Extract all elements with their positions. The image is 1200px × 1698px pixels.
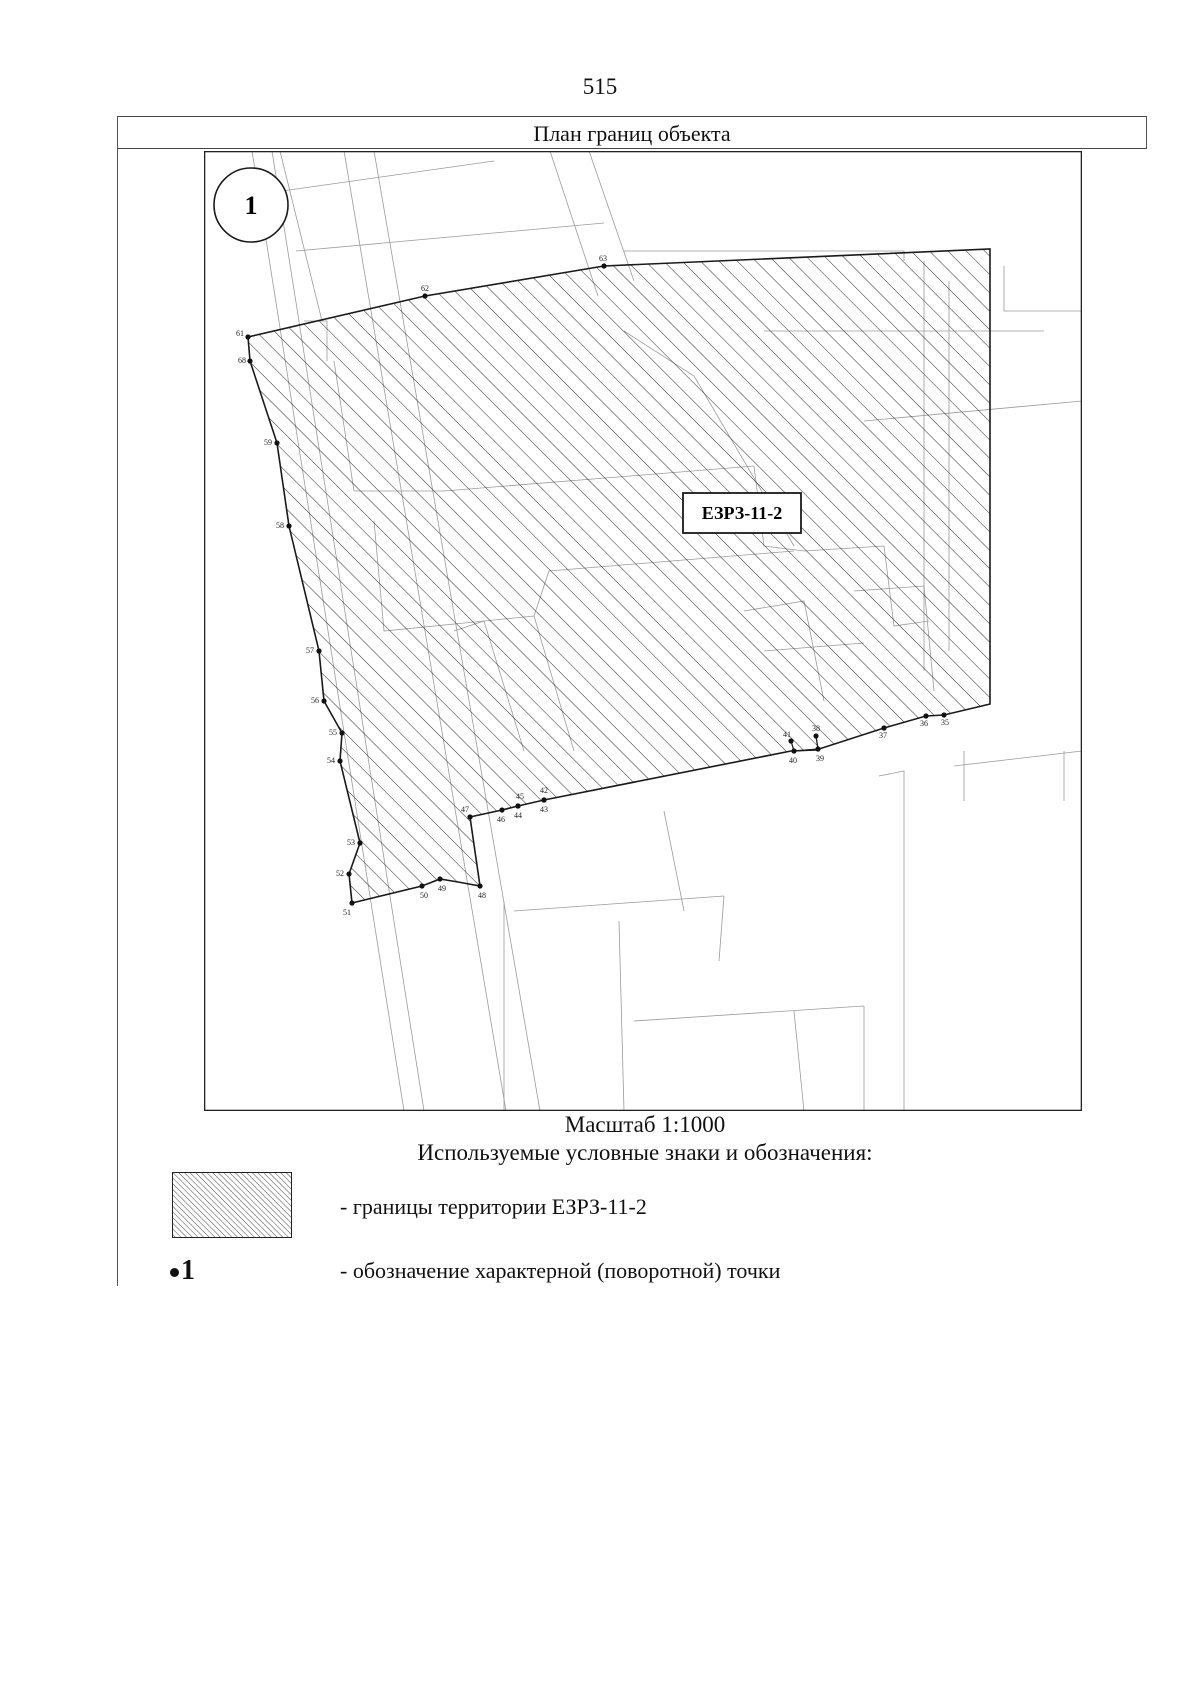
legend-point-symbol (170, 1256, 195, 1286)
turning-point-label-53: 53 (347, 838, 355, 847)
turning-point-68 (247, 358, 252, 363)
legend-point-number: 1 (181, 1255, 195, 1286)
turning-point-label-54: 54 (327, 756, 335, 765)
frame-left-rule (117, 116, 118, 1286)
turning-point-label-43: 43 (540, 805, 548, 814)
turning-point-45 (515, 803, 520, 808)
turning-point-label-36: 36 (920, 719, 928, 728)
map-scale: Масштаб 1:1000 (564, 1112, 726, 1137)
turning-point-55 (339, 730, 344, 735)
turning-point-label-59: 59 (264, 438, 272, 447)
turning-point-57 (316, 648, 321, 653)
frame-title-rule (117, 148, 1147, 149)
turning-point-label-42: 42 (540, 786, 548, 795)
turning-point-label-40: 40 (789, 756, 797, 765)
turning-point-61 (245, 334, 250, 339)
turning-point-label-55: 55 (329, 728, 337, 737)
turning-point-39 (815, 746, 820, 751)
turning-point-59 (274, 440, 279, 445)
turning-point-label-44: 44 (514, 811, 522, 820)
turning-point-label-57: 57 (306, 646, 314, 655)
zone-label: ЕЗРЗ-11-2 (701, 503, 783, 523)
point-dot-icon (170, 1268, 179, 1277)
turning-point-46 (499, 807, 504, 812)
turning-point-53 (357, 840, 362, 845)
legend-item-boundary: - границы территории ЕЗРЗ-11-2 (340, 1194, 647, 1219)
turning-point-label-48: 48 (478, 891, 486, 900)
turning-point-42 (541, 797, 546, 802)
boundary-plan-map (204, 151, 1082, 1111)
turning-point-label-37: 37 (879, 731, 887, 740)
turning-point-35 (941, 712, 946, 717)
turning-point-label-38: 38 (812, 724, 820, 733)
turning-point-50 (419, 883, 424, 888)
turning-point-62 (422, 293, 427, 298)
turning-point-36 (923, 713, 928, 718)
zone-area-hatched (248, 249, 990, 903)
turning-point-label-63: 63 (599, 254, 607, 263)
frame-top-rule (117, 116, 1147, 117)
turning-point-label-50: 50 (420, 891, 428, 900)
sheet-number: 1 (244, 191, 258, 220)
turning-point-label-56: 56 (311, 696, 319, 705)
turning-point-label-51: 51 (343, 908, 351, 917)
turning-point-56 (321, 698, 326, 703)
turning-point-label-45: 45 (516, 792, 524, 801)
turning-point-label-52: 52 (336, 869, 344, 878)
map-title: План границ объекта (533, 121, 731, 146)
turning-point-label-68: 68 (238, 356, 246, 365)
legend-hatch-swatch (172, 1172, 292, 1238)
turning-point-38 (813, 733, 818, 738)
turning-point-label-49: 49 (438, 884, 446, 893)
turning-point-58 (286, 523, 291, 528)
turning-point-label-39: 39 (816, 754, 824, 763)
turning-point-37 (881, 725, 886, 730)
legend-item-point: - обозначение характерной (поворотной) точки (340, 1258, 781, 1283)
turning-point-40 (791, 748, 796, 753)
turning-point-label-61: 61 (236, 329, 244, 338)
turning-point-label-62: 62 (421, 284, 429, 293)
turning-point-47 (467, 814, 472, 819)
turning-point-41 (788, 738, 793, 743)
turning-point-51 (349, 900, 354, 905)
legend-heading: Используемые условные знаки и обозначения: (417, 1140, 873, 1165)
turning-point-49 (437, 876, 442, 881)
turning-point-label-58: 58 (276, 521, 284, 530)
turning-point-label-46: 46 (497, 815, 505, 824)
turning-point-54 (337, 758, 342, 763)
turning-point-52 (346, 871, 351, 876)
turning-point-48 (477, 883, 482, 888)
page-number: 515 (582, 74, 618, 99)
turning-point-label-41: 41 (783, 730, 791, 739)
turning-point-label-35: 35 (941, 718, 949, 727)
turning-point-63 (601, 263, 606, 268)
map-canvas (204, 151, 1082, 1111)
turning-point-label-47: 47 (461, 805, 469, 814)
